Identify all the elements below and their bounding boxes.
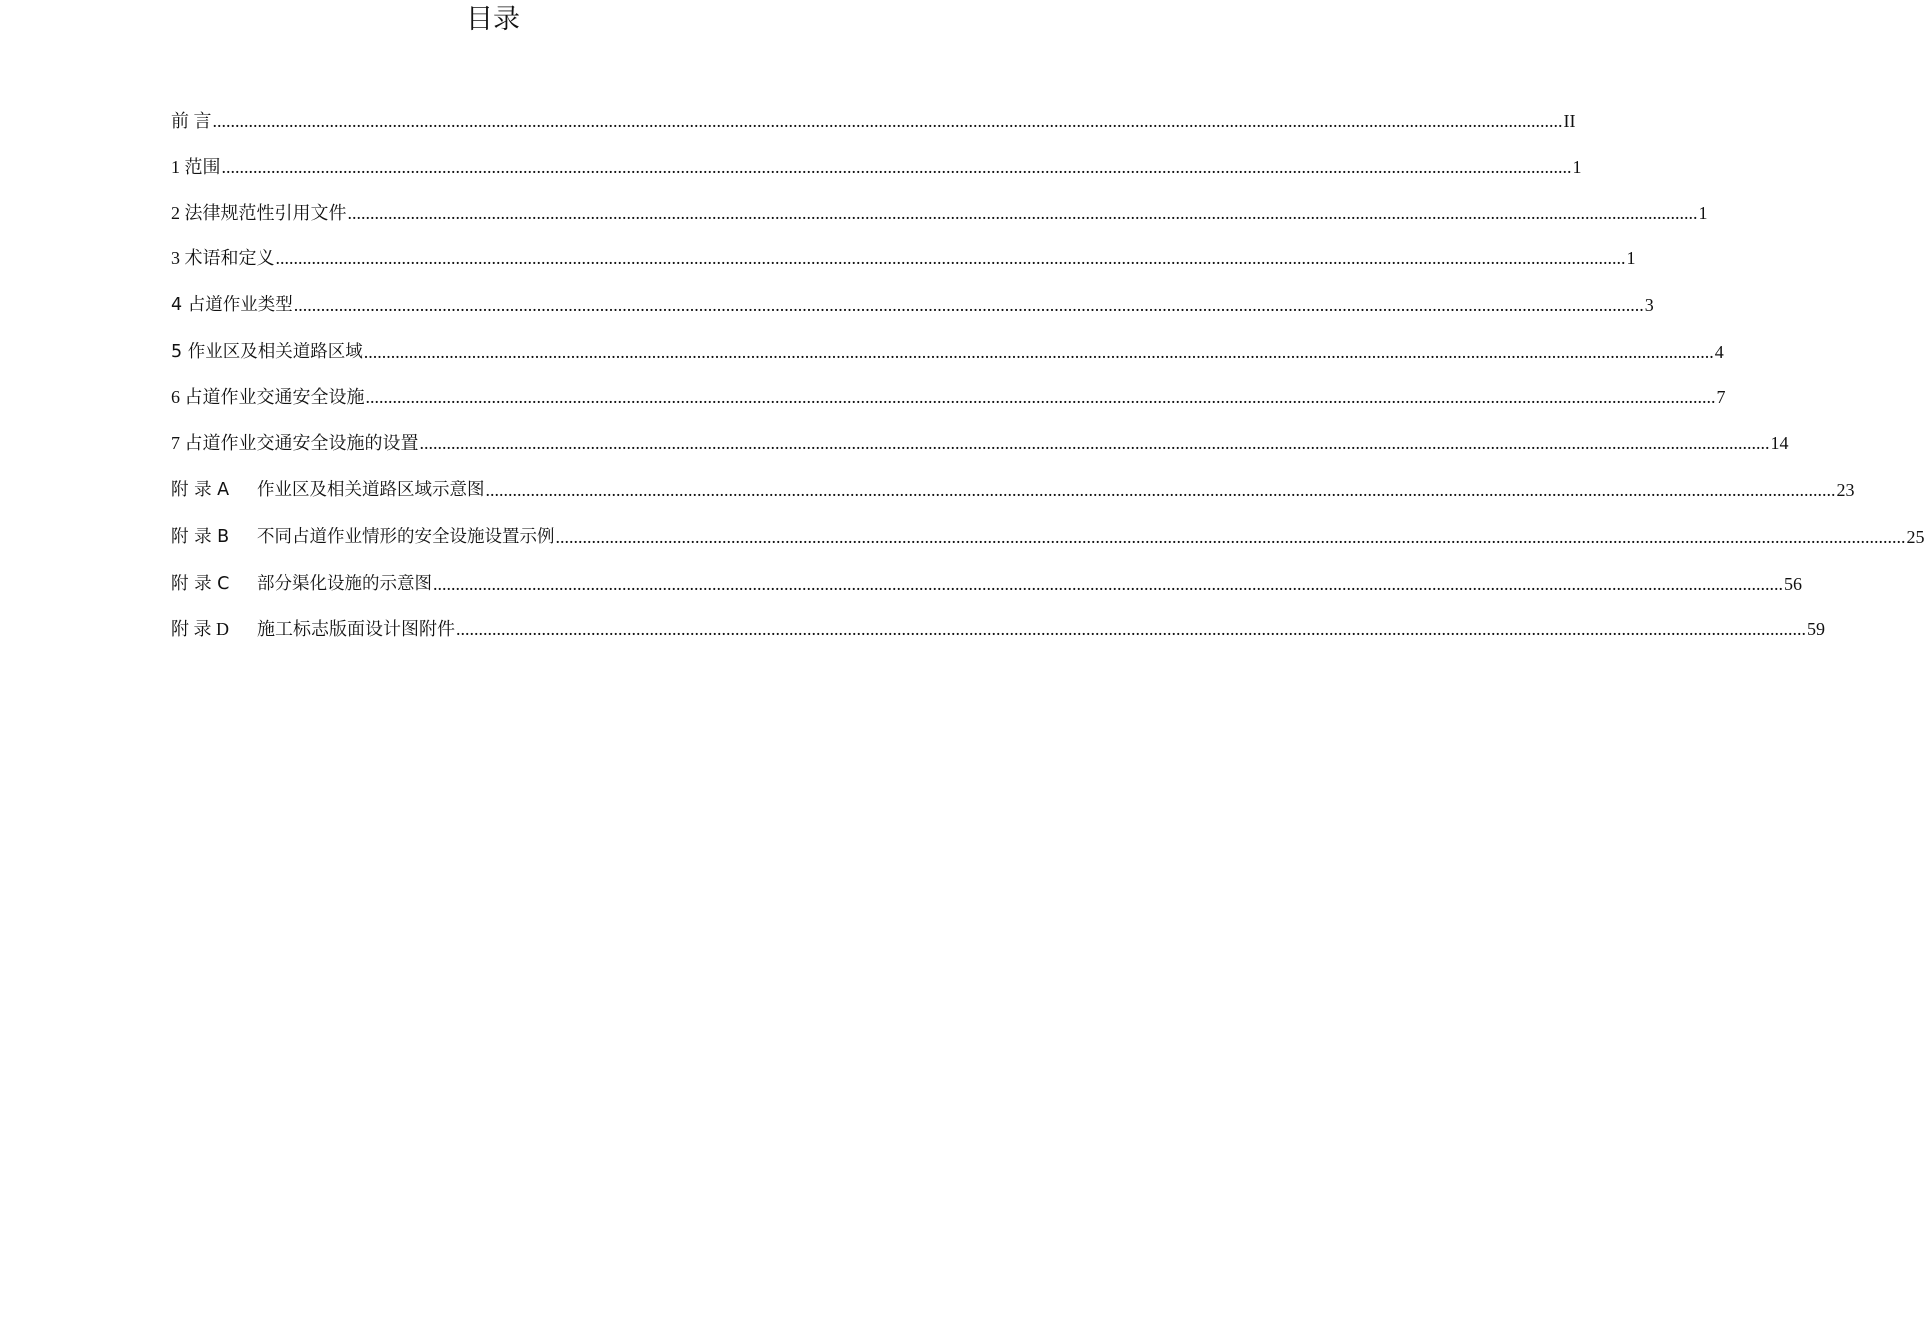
toc-page-number: 25	[1906, 527, 1925, 547]
toc-entry-label: 部分渠化设施的示意图	[257, 574, 432, 594]
toc-page-number: 3	[1644, 295, 1654, 315]
dot-leader: ............................................................................................................................................................................................................................................................................................................	[419, 433, 1770, 453]
toc-entry-label: 施工标志版面设计图附件	[257, 619, 455, 639]
toc-entry-appendix-b[interactable]	[171, 516, 1925, 548]
toc-entry-prefix: 附 录 C	[171, 574, 230, 594]
toc-entry-7[interactable]	[171, 422, 1789, 454]
toc-entry-preface[interactable]	[171, 100, 1576, 132]
toc-entry-label: 前 言	[171, 111, 212, 131]
toc-entry-label: 5 作业区及相关道路区域	[171, 342, 363, 362]
toc-entry-prefix: 附 录 B	[171, 527, 230, 547]
toc-entry-label: 作业区及相关道路区域示意图	[257, 480, 485, 500]
dot-leader: ............................................................................................................................................................................................................................................................................................................	[485, 480, 1836, 500]
dot-leader: ............................................................................................................................................................................................................................................................................................................	[456, 619, 1806, 639]
page-title: 目录	[466, 4, 520, 35]
toc-entry-appendix-d[interactable]	[171, 608, 1825, 640]
dot-leader: ............................................................................................................................................................................................................................................................................................................	[221, 157, 1572, 177]
toc-entry-label: 6 占道作业交通安全设施	[171, 387, 365, 407]
toc-entry-4[interactable]	[171, 284, 1654, 316]
dot-leader: ............................................................................................................................................................................................................................................................................................................	[363, 342, 1714, 362]
toc-entry-6[interactable]	[171, 376, 1726, 408]
dot-leader: ............................................................................................................................................................................................................................................................................................................	[365, 387, 1716, 407]
toc-page-number: 7	[1716, 387, 1726, 407]
dot-leader: ............................................................................................................................................................................................................................................................................................................	[212, 111, 1563, 131]
toc-entry-3[interactable]	[171, 237, 1636, 269]
toc-entry-label: 1 范围	[171, 157, 221, 177]
toc-entry-appendix-a[interactable]	[171, 469, 1855, 501]
toc-page-number: II	[1563, 111, 1576, 131]
toc-entry-label: 4 占道作业类型	[171, 295, 293, 315]
toc-page-number: 4	[1714, 342, 1724, 362]
toc-entry-prefix: 附 录 A	[171, 480, 230, 500]
dot-leader: ............................................................................................................................................................................................................................................................................................................	[347, 203, 1698, 223]
toc-entry-5[interactable]	[171, 331, 1724, 363]
toc-page-number: 1	[1572, 157, 1582, 177]
toc-entry-prefix: 附 录 D	[171, 619, 229, 639]
dot-leader: ............................................................................................................................................................................................................................................................................................................	[433, 574, 1783, 594]
toc-entry-label: 2 法律规范性引用文件	[171, 203, 347, 223]
toc-page-number: 59	[1807, 619, 1825, 639]
toc-page-number: 23	[1836, 480, 1855, 500]
dot-leader: ............................................................................................................................................................................................................................................................................................................	[555, 527, 1906, 547]
dot-leader: ............................................................................................................................................................................................................................................................................................................	[275, 248, 1626, 268]
toc-page-number: 1	[1698, 203, 1708, 223]
toc-entry-2[interactable]	[171, 192, 1708, 224]
toc-entry-appendix-c[interactable]	[171, 563, 1802, 595]
toc-entry-1[interactable]	[171, 146, 1582, 178]
toc-entry-label: 3 术语和定义	[171, 248, 275, 268]
toc-page-number: 1	[1626, 248, 1636, 268]
dot-leader: ............................................................................................................................................................................................................................................................................................................	[293, 295, 1644, 315]
toc-entry-label: 不同占道作业情形的安全设施设置示例	[257, 527, 555, 547]
toc-page-number: 56	[1784, 574, 1802, 594]
toc-entry-label: 7 占道作业交通安全设施的设置	[171, 433, 419, 453]
toc-page-number: 14	[1770, 433, 1789, 453]
